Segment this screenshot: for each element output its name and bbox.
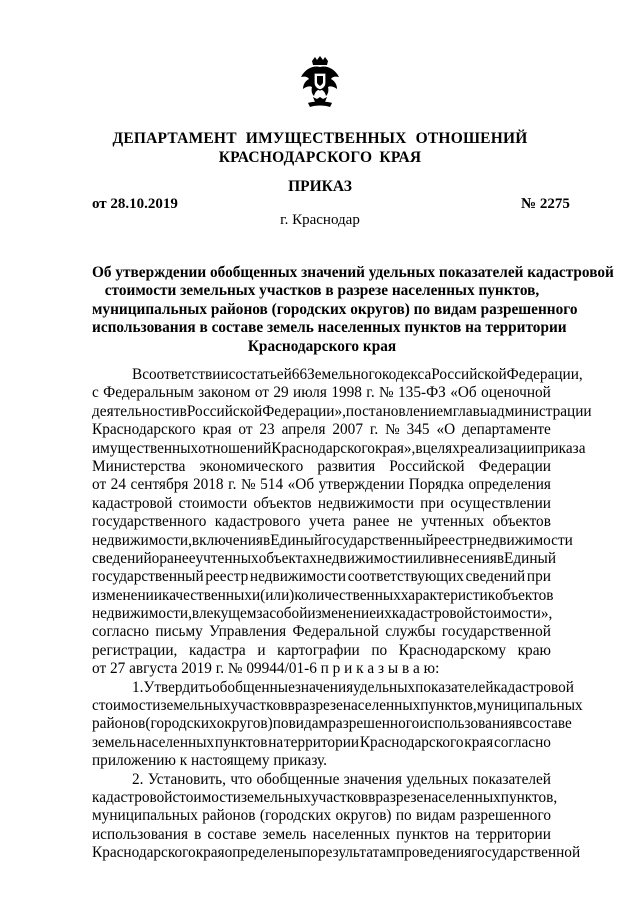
- department-name-line2: КРАСНОДАРСКОГО КРАЯ: [218, 149, 422, 166]
- body-line: недвижимости, влекущем за собой изменение их кадастровой стоимости»,: [92, 605, 553, 623]
- title-line: Краснодарского края: [247, 337, 397, 355]
- body-line: Краснодарского края от 23 апреля 2007 г. № 345 «О департаменте: [92, 421, 551, 439]
- body-line: государственный реестр недвижимости соответствующих сведений при: [92, 568, 551, 586]
- document-date: от 28.10.2019: [92, 196, 178, 212]
- body-line: земель населенных пунктов на территории Краснодарского края согласно: [92, 733, 551, 751]
- body-line: изменении качественных и (или) количественных характеристик объектов: [92, 586, 554, 604]
- document-body: [92, 366, 592, 863]
- body-line: недвижимости, включения в Единый государственный реестр недвижимости: [92, 531, 573, 549]
- title-line: Об утверждении обобщенных значений удельных показателей кадастровой: [92, 264, 614, 281]
- body-line: регистрации, кадастра и картографии по Краснодарскому краю: [92, 641, 551, 659]
- title-line: стоимости земельных участков в разрезе населенных пунктов,: [104, 282, 540, 300]
- body-line: государственного кадастрового учета ранее не учтенных объектов: [92, 513, 551, 531]
- document-number: № 2275: [521, 196, 570, 212]
- body-line: от 24 сентября 2018 г. № 514 «Об утверждении Порядка определения: [92, 476, 551, 494]
- body-line: приложению к настоящему приказу.: [92, 752, 327, 770]
- body-line: районов (городских округов) по видам разрешенного использования в составе: [92, 715, 572, 733]
- body-line: В соответствии со статьей 66 Земельного кодекса Российской Федерации,: [132, 366, 583, 383]
- body-line: имущественных отношений Краснодарского края», в целях реализации приказа: [92, 439, 586, 457]
- body-line: 1. Утвердить обобщенные значения удельных показателей кадастровой: [132, 678, 574, 696]
- body-line: деятельности в Российской Федерации», постановлением главы администрации: [92, 402, 592, 420]
- coat-of-arms-icon: [299, 55, 341, 111]
- body-line: Министерства экономического развития Российской Федерации: [92, 457, 551, 475]
- body-line: от 27 августа 2019 г. № 09944/01-6 п р и к а з ы в а ю:: [92, 660, 440, 678]
- document-title: [92, 264, 614, 356]
- body-line: Краснодарского края определены по результатам проведения государственной: [92, 844, 581, 862]
- body-line: с Федеральным законом от 29 июля 1998 г. № 135-ФЗ «Об оценочной: [92, 384, 551, 402]
- body-line: сведений о ранее учтенных объектах недвижимости или внесения в Единый: [92, 549, 557, 567]
- body-line: 2. Установить, что обобщенные значения удельных показателей: [132, 770, 551, 788]
- body-line: согласно письму Управления Федеральной службы государственной: [92, 623, 551, 641]
- body-line: кадастровой стоимости земельных участков в разрезе населенных пунктов,: [92, 788, 558, 806]
- department-name-line1: ДЕПАРТАМЕНТ ИМУЩЕСТВЕННЫХ ОТНОШЕНИЙ: [112, 130, 528, 147]
- body-line: использования в составе земель населенных пунктов на территории: [92, 825, 551, 843]
- body-line: стоимости земельных участков в разрезе населенных пунктов, муниципальных: [92, 697, 583, 715]
- document-city: г. Краснодар: [280, 212, 360, 228]
- title-line: использования в составе земель населенных пунктов на территории: [92, 319, 567, 337]
- title-line: муниципальных районов (городских округов) по видам разрешенного: [92, 300, 578, 318]
- document-type: ПРИКАЗ: [288, 178, 352, 195]
- body-line: кадастровой стоимости объектов недвижимости при осуществлении: [92, 494, 551, 512]
- body-line: муниципальных районов (городских округов) по видам разрешенного: [92, 807, 551, 825]
